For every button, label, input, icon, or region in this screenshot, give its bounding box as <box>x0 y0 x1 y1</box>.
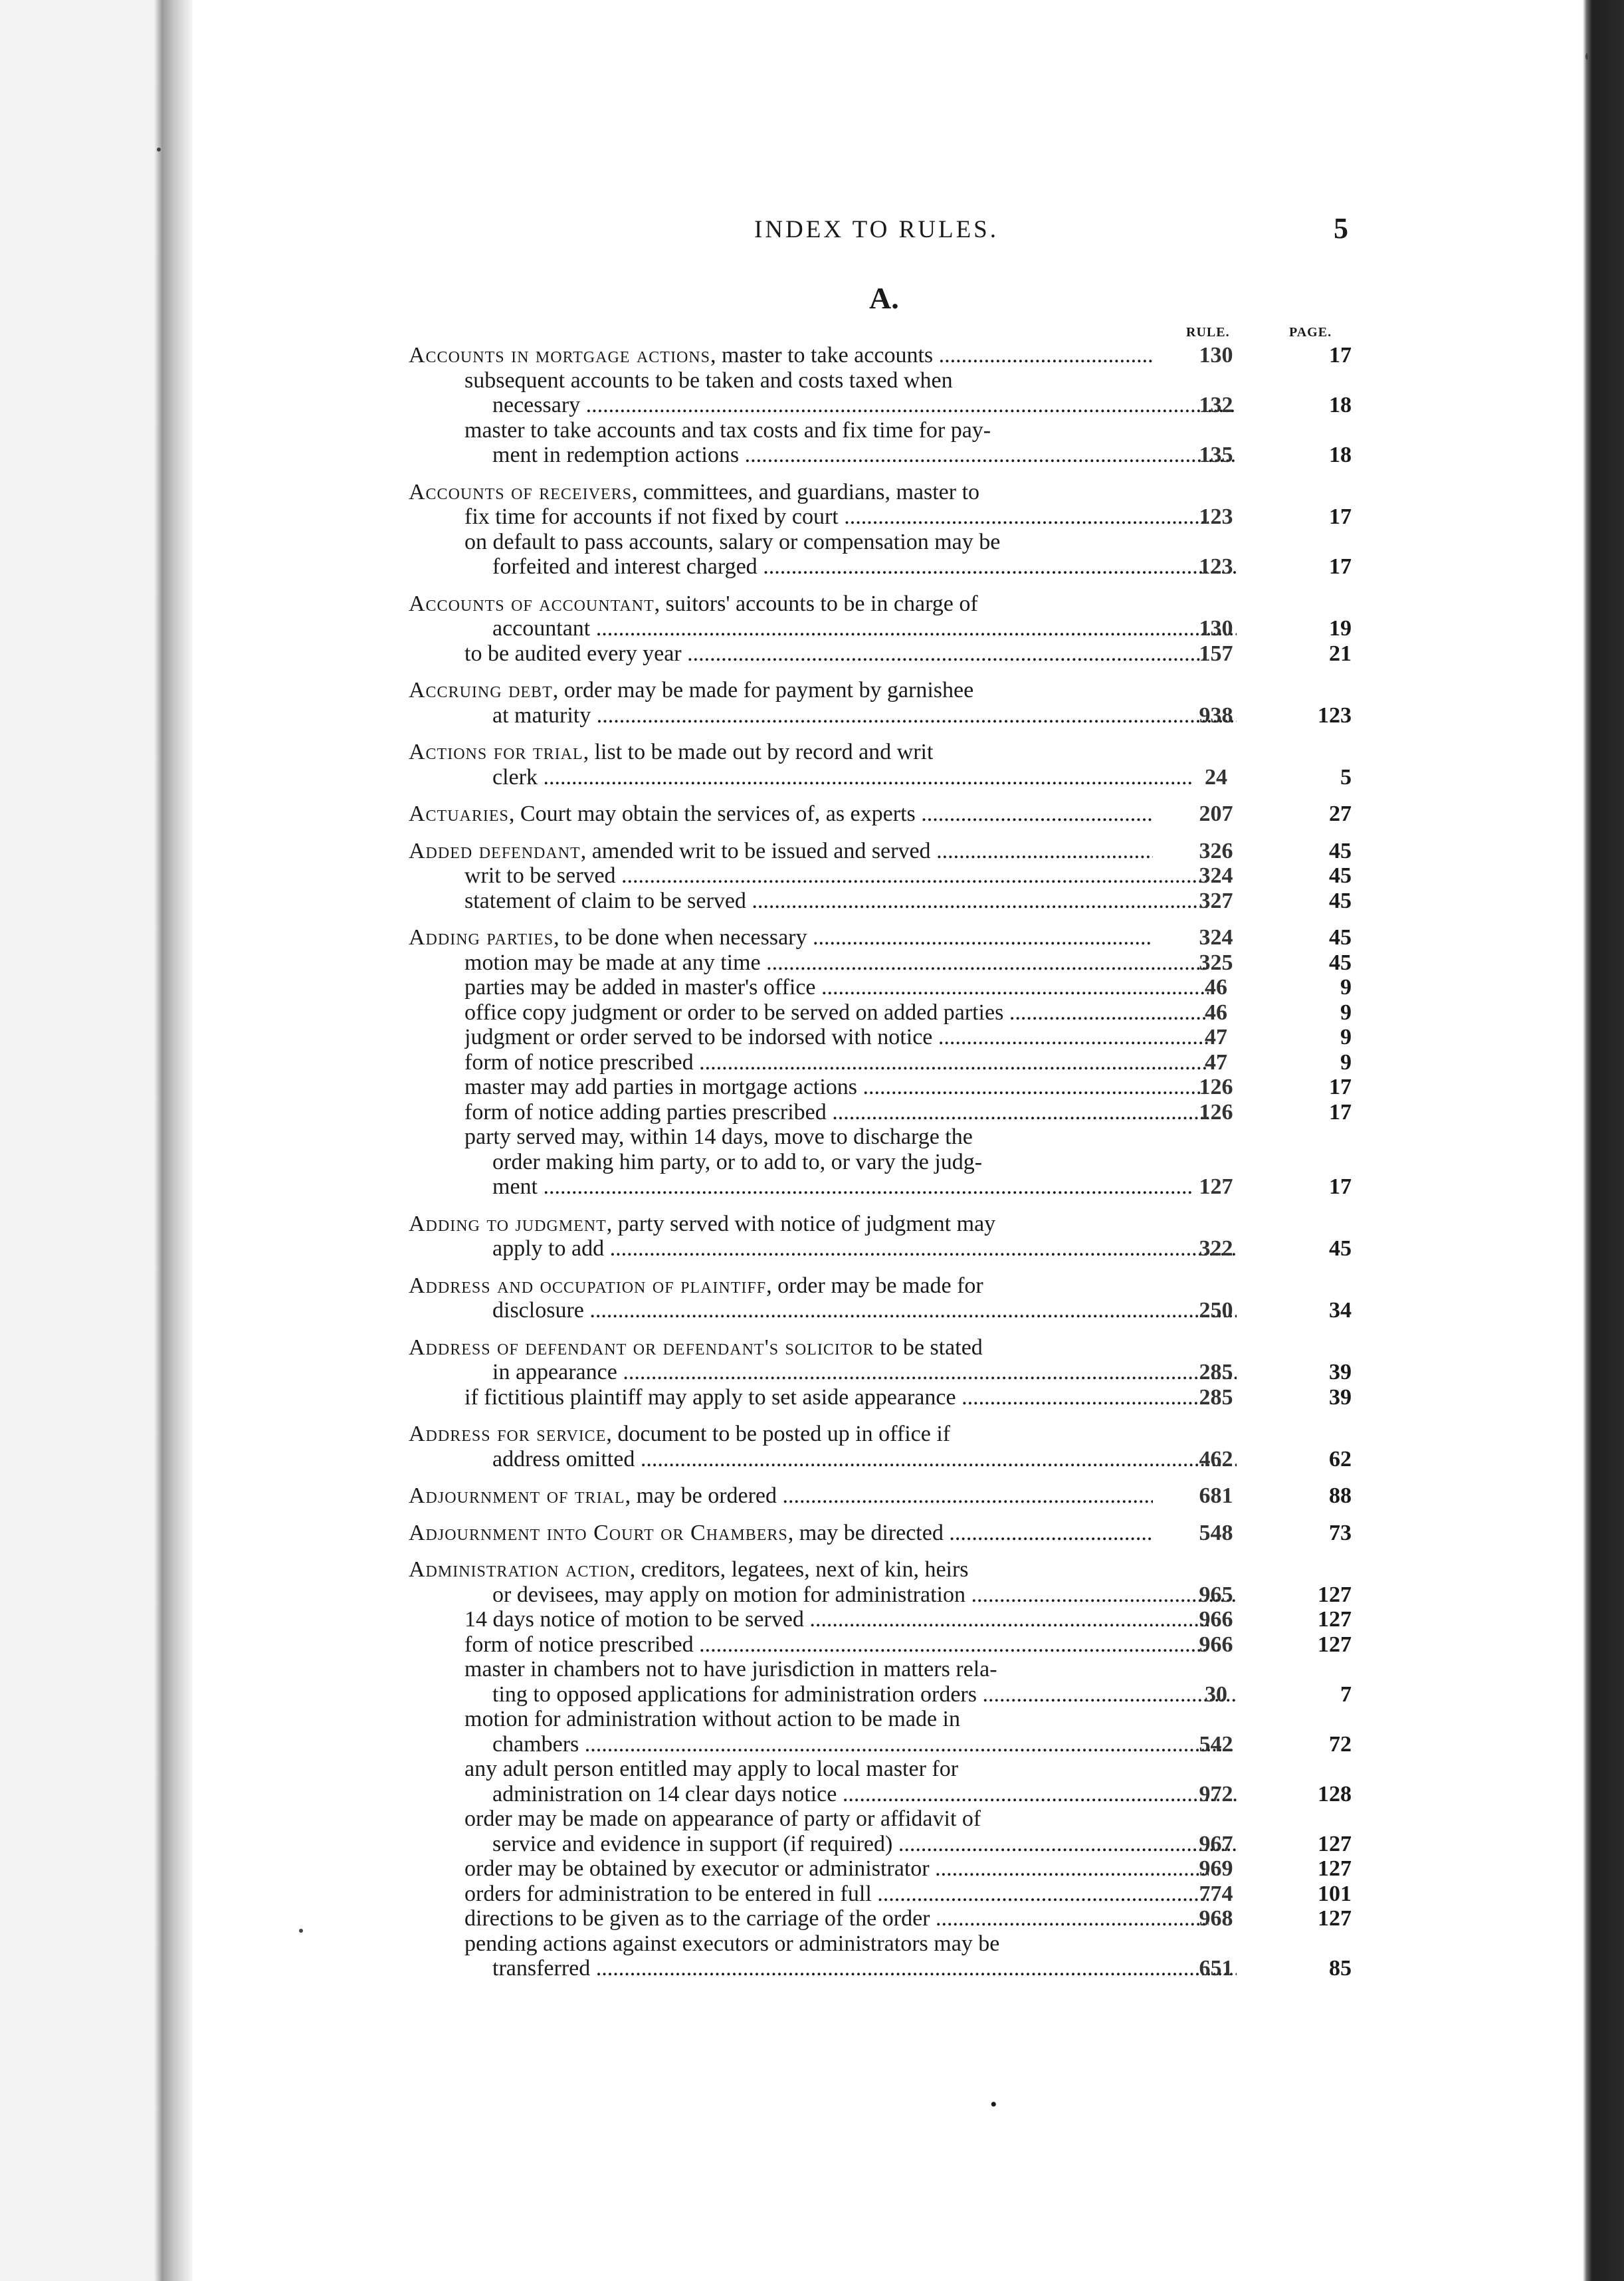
index-entry <box>409 1557 1360 1981</box>
index-line <box>409 1125 1360 1150</box>
page-reference: 45 <box>1329 925 1352 950</box>
index-heading-term: Address and occupation of plaintiff <box>409 1273 767 1298</box>
index-subentry-text: motion may be made at any time ..... <box>464 950 1209 976</box>
page-reference: 123 <box>1318 703 1352 728</box>
index-line <box>409 703 1360 728</box>
index-line <box>409 616 1360 641</box>
page-reference: 17 <box>1329 554 1352 579</box>
index-subentry-text: order may be obtained by executor or administrator ..... <box>464 1856 1209 1882</box>
index-subentry-text: ment ..... <box>492 1174 1193 1200</box>
index-line <box>409 1025 1360 1050</box>
scan-speck <box>1585 53 1588 60</box>
page-reference: 45 <box>1329 863 1352 888</box>
index-line <box>409 1075 1360 1100</box>
index-subentry-text: necessary ..... <box>492 393 1235 418</box>
rule-number: 462 <box>1199 1446 1233 1471</box>
index-line <box>409 1607 1360 1632</box>
page-reference: 62 <box>1329 1446 1352 1471</box>
index-subentry-text: judgment or order served to be indorsed with notice ..... <box>464 1025 1209 1050</box>
index-heading-term: Adding to judgment <box>409 1211 607 1236</box>
page-reference: 73 <box>1329 1520 1352 1545</box>
footer-mark: • <box>990 2094 997 2116</box>
page-reference: 45 <box>1329 950 1352 975</box>
index-subentry-text: master to take accounts and tax costs and fix time for pay- <box>464 417 991 443</box>
index-line <box>409 1707 1360 1732</box>
index-heading-line: Actuaries, Court may obtain the services of, as experts ..... <box>409 802 1153 827</box>
page-reference: 128 <box>1318 1781 1352 1806</box>
rule-number: 774 <box>1199 1881 1233 1906</box>
index-line <box>409 975 1360 1000</box>
rule-number: 972 <box>1199 1781 1233 1806</box>
rule-number: 285 <box>1199 1360 1233 1384</box>
rule-number: 285 <box>1199 1384 1233 1410</box>
index-heading-line: Address of defendant or defendant's solicitor to be stated <box>409 1335 983 1360</box>
page-reference: 101 <box>1318 1881 1352 1906</box>
index-subentry-text: administration on 14 clear days notice ..... <box>492 1782 1237 1807</box>
rule-number: 966 <box>1199 1632 1233 1657</box>
page-reference: 17 <box>1329 1075 1352 1099</box>
index-subentry-text: or devisees, may apply on motion for administration ..... <box>492 1582 1237 1608</box>
index-line <box>409 504 1360 530</box>
index-line <box>409 1956 1360 1981</box>
index-subentry-text: on default to pass accounts, salary or compensation may be <box>464 529 1001 554</box>
index-line <box>409 592 1360 617</box>
rule-number: 938 <box>1199 703 1233 728</box>
index-line <box>409 554 1360 580</box>
index-entry <box>409 740 1360 790</box>
index-subentry-text: to be audited every year ..... <box>464 641 1209 667</box>
index-heading-term: Adjournment of trial <box>409 1483 625 1508</box>
index-subentry-text: parties may be added in master's office ..... <box>464 975 1209 1000</box>
rule-number: 47 <box>1205 1025 1227 1049</box>
index-heading-line: Address and occupation of plaintiff, order may be made for <box>409 1273 983 1298</box>
index-heading-line: Adjournment into Court or Chambers, may be directed ..... <box>409 1521 1153 1546</box>
index-line <box>409 1832 1360 1857</box>
page-reference: 127 <box>1318 1632 1352 1657</box>
index-subentry-text: pending actions against executors or administrators may be <box>464 1931 1000 1956</box>
index-line <box>409 740 1360 765</box>
page-reference: 39 <box>1329 1384 1352 1410</box>
scan-dark-border <box>1571 0 1624 2281</box>
index-line <box>409 839 1360 864</box>
index-line <box>409 1100 1360 1125</box>
rule-number: 46 <box>1205 1000 1227 1025</box>
rule-column-header: RULE. <box>1186 325 1230 340</box>
index-subentry-text: in appearance ..... <box>492 1360 1237 1385</box>
index-line <box>409 1806 1360 1832</box>
rule-number: 126 <box>1199 1099 1233 1125</box>
index-line <box>409 1360 1360 1385</box>
index-line <box>409 1732 1360 1757</box>
rule-number: 324 <box>1199 863 1233 888</box>
index-subentry-text: fix time for accounts if not fixed by court ..... <box>464 504 1209 530</box>
rule-number: 130 <box>1199 343 1233 368</box>
index-line <box>409 1447 1360 1472</box>
page-reference: 9 <box>1340 1049 1352 1075</box>
rule-number: 123 <box>1199 504 1233 529</box>
rule-number: 24 <box>1205 764 1227 790</box>
page-reference: 127 <box>1318 1831 1352 1856</box>
rule-number: 325 <box>1199 950 1233 975</box>
page-reference: 17 <box>1329 1099 1352 1125</box>
index-heading-line: Adjournment of trial, may be ordered ..... <box>409 1483 1153 1509</box>
index-heading-line: Actions for trial, list to be made out by record and writ <box>409 740 934 764</box>
index-heading-term: Accounts of receivers <box>409 479 632 504</box>
index-heading-line: Accruing debt, order may be made for payment by garnishee <box>409 678 974 703</box>
index-heading-term: Address for service <box>409 1422 607 1446</box>
rule-number: 542 <box>1199 1731 1233 1757</box>
page-reference: 19 <box>1329 616 1352 641</box>
page-reference: 72 <box>1329 1731 1352 1757</box>
index-line <box>409 1236 1360 1261</box>
index-subentry-text: master in chambers not to have jurisdiction in matters rela- <box>464 1657 997 1682</box>
index-subentry-text: writ to be served ..... <box>464 863 1209 889</box>
index-line <box>409 1335 1360 1360</box>
index-subentry-text: clerk ..... <box>492 765 1193 790</box>
page-reference: 127 <box>1318 1906 1352 1931</box>
page-reference: 127 <box>1318 1607 1352 1632</box>
index-subentry-text: forfeited and interest charged ..... <box>492 554 1237 580</box>
index-line <box>409 1682 1360 1707</box>
rule-number: 324 <box>1199 925 1233 950</box>
rule-number: 130 <box>1199 616 1233 641</box>
rule-number: 30 <box>1205 1682 1227 1707</box>
page-reference: 39 <box>1329 1360 1352 1384</box>
index-subentry-text: orders for administration to be entered in full ..... <box>464 1882 1209 1907</box>
index-line <box>409 1582 1360 1608</box>
page-reference: 9 <box>1340 1025 1352 1049</box>
rule-number: 966 <box>1199 1607 1233 1632</box>
index-subentry-text: master may add parties in mortgage actions ..... <box>464 1075 1209 1100</box>
index-subentry-text: directions to be given as to the carriage of the order ..... <box>464 1906 1209 1931</box>
index-line <box>409 1050 1360 1075</box>
rule-number: 123 <box>1199 554 1233 579</box>
index-heading-line: Adding to judgment, party served with notice of judgment may <box>409 1211 996 1236</box>
index-heading-term: Adding parties <box>409 925 554 950</box>
index-entry <box>409 678 1360 728</box>
rule-number: 127 <box>1199 1174 1233 1199</box>
index-heading-line: Added defendant, amended writ to be issued and served ..... <box>409 839 1153 864</box>
index-subentry-text: form of notice prescribed ..... <box>464 1050 1209 1075</box>
page-reference: 34 <box>1329 1298 1352 1323</box>
index-line <box>409 802 1360 827</box>
index-line <box>409 530 1360 555</box>
rule-number: 548 <box>1199 1520 1233 1545</box>
index-subentry-text: form of notice adding parties prescribed ..... <box>464 1100 1209 1125</box>
page-reference: 9 <box>1340 1000 1352 1025</box>
index-line <box>409 1557 1360 1582</box>
page-reference: 127 <box>1318 1582 1352 1607</box>
index-subentry-text: address omitted ..... <box>492 1447 1237 1472</box>
index-entry <box>409 1335 1360 1410</box>
index-line <box>409 1483 1360 1509</box>
index-subentry-text: motion for administration without action to be made in <box>464 1707 960 1731</box>
index-subentry-text: 14 days notice of motion to be served ..... <box>464 1607 1209 1632</box>
rule-number: 968 <box>1199 1906 1233 1931</box>
index-heading-term: Address of defendant or defendant's solicitor <box>409 1335 874 1360</box>
index-line <box>409 950 1360 976</box>
index-subentry-text: any adult person entitled may apply to local master for <box>464 1757 959 1781</box>
index-line <box>409 1273 1360 1299</box>
index-line <box>409 480 1360 505</box>
index-heading-term: Actuaries <box>409 802 509 826</box>
index-subentry-text: order making him party, or to add to, or vary the judg- <box>492 1149 983 1174</box>
index-subentry-text: disclosure ..... <box>492 1298 1237 1323</box>
scan-speck <box>157 148 161 152</box>
index-line <box>409 1931 1360 1957</box>
index-line <box>409 889 1360 914</box>
page-reference: 27 <box>1329 802 1352 826</box>
index-line <box>409 641 1360 667</box>
index-entry <box>409 1273 1360 1323</box>
index-line <box>409 925 1360 950</box>
index-line <box>409 1150 1360 1175</box>
index-entry <box>409 343 1360 468</box>
rule-number: 967 <box>1199 1831 1233 1856</box>
index-heading-term: Administration action <box>409 1557 630 1582</box>
index-line <box>409 1657 1360 1682</box>
running-head: INDEX TO RULES. <box>754 216 999 243</box>
index-subentry-text: statement of claim to be served ..... <box>464 889 1209 914</box>
index-heading-term: Actions for trial <box>409 740 583 764</box>
rule-number: 157 <box>1199 641 1233 666</box>
index-heading-term: Accounts in mortgage actions <box>409 343 710 368</box>
index-heading-term: Adjournment into Court or Chambers <box>409 1520 788 1545</box>
index-line <box>409 765 1360 790</box>
index-entry <box>409 1483 1360 1509</box>
page-reference: 45 <box>1329 888 1352 913</box>
index-entry <box>409 480 1360 580</box>
index-subentry-text: ment in redemption actions ..... <box>492 443 1237 468</box>
page-reference: 17 <box>1329 343 1352 368</box>
index-heading-line: Address for service, document to be posted up in office if <box>409 1422 951 1446</box>
index-subentry-text: ting to opposed applications for administration orders ..... <box>492 1682 1237 1707</box>
index-subentry-text: subsequent accounts to be taken and costs taxed when <box>464 368 953 393</box>
rule-number: 250 <box>1199 1298 1233 1323</box>
rule-number: 46 <box>1205 975 1227 1000</box>
index-subentry-text: party served may, within 14 days, move to discharge the <box>464 1125 973 1149</box>
index-line <box>409 368 1360 393</box>
page-reference: 9 <box>1340 975 1352 1000</box>
index-line <box>409 1000 1360 1026</box>
index-subentry-text: at maturity ..... <box>492 703 1237 728</box>
page-column-header: PAGE. <box>1289 325 1332 340</box>
index-line <box>409 1906 1360 1931</box>
index-entry <box>409 802 1360 827</box>
index-entry <box>409 839 1360 914</box>
page-reference: 17 <box>1329 1174 1352 1199</box>
index-line <box>409 1882 1360 1907</box>
index-line <box>409 863 1360 889</box>
index-entry <box>409 592 1360 667</box>
page-reference: 21 <box>1329 641 1352 666</box>
rule-number: 969 <box>1199 1856 1233 1881</box>
index-line <box>409 1632 1360 1658</box>
index-heading-line: Accounts of receivers, committees, and guardians, master to <box>409 479 980 504</box>
rule-number: 327 <box>1199 888 1233 913</box>
rule-number: 132 <box>1199 393 1233 417</box>
index-line <box>409 1298 1360 1323</box>
page-reference: 7 <box>1340 1682 1352 1707</box>
index-subentry-text: transferred ..... <box>492 1956 1237 1981</box>
index-line <box>409 1212 1360 1237</box>
index-line <box>409 443 1360 468</box>
index-line <box>409 418 1360 443</box>
index-heading-line: Adding parties, to be done when necessary ..... <box>409 925 1153 950</box>
index-subentry-text: apply to add ..... <box>492 1236 1237 1261</box>
index-heading-line: Accounts in mortgage actions, master to take accounts ..... <box>409 343 1153 368</box>
rule-number: 681 <box>1199 1483 1233 1508</box>
index-subentry-text: form of notice prescribed ..... <box>464 1632 1209 1658</box>
page-reference: 45 <box>1329 838 1352 863</box>
rule-number: 135 <box>1199 443 1233 467</box>
index-heading-term: Accruing debt <box>409 678 553 703</box>
index-entry <box>409 1521 1360 1546</box>
scan-speck <box>299 1929 303 1933</box>
index-entries <box>409 343 1360 1993</box>
index-line <box>409 1174 1360 1200</box>
index-line <box>409 678 1360 703</box>
page-reference: 5 <box>1340 764 1352 790</box>
page-reference: 18 <box>1329 443 1352 467</box>
rule-number: 47 <box>1205 1049 1227 1075</box>
index-heading-line: Administration action, creditors, legatees, next of kin, heirs <box>409 1557 969 1582</box>
rule-number: 126 <box>1199 1075 1233 1099</box>
rule-number: 207 <box>1199 802 1233 826</box>
section-letter: A. <box>869 281 899 315</box>
index-line <box>409 1856 1360 1882</box>
page-reference: 45 <box>1329 1236 1352 1261</box>
index-line <box>409 1521 1360 1546</box>
index-subentry-text: accountant ..... <box>492 616 1237 641</box>
index-subentry-text: office copy judgment or order to be served on added parties ..... <box>464 1000 1209 1026</box>
index-line <box>409 393 1360 418</box>
index-heading-line: Accounts of accountant, suitors' accounts to be in charge of <box>409 591 978 616</box>
rule-number: 326 <box>1199 838 1233 863</box>
index-subentry-text: service and evidence in support (if required) ..... <box>492 1832 1237 1857</box>
index-entry <box>409 1212 1360 1261</box>
index-entry <box>409 925 1360 1200</box>
scan-binding-shadow <box>0 0 193 2281</box>
page-reference: 85 <box>1329 1956 1352 1981</box>
index-subentry-text: if fictitious plaintiff may apply to set aside appearance ..... <box>464 1385 1209 1410</box>
index-line <box>409 1757 1360 1782</box>
rule-number: 965 <box>1199 1582 1233 1607</box>
index-line <box>409 343 1360 368</box>
page-reference: 18 <box>1329 393 1352 417</box>
index-line <box>409 1385 1360 1410</box>
index-subentry-text: chambers ..... <box>492 1732 1234 1757</box>
page-number: 5 <box>1334 212 1348 245</box>
page-reference: 88 <box>1329 1483 1352 1508</box>
index-line <box>409 1782 1360 1807</box>
index-heading-term: Added defendant <box>409 838 581 863</box>
rule-number: 651 <box>1199 1956 1233 1981</box>
page-reference: 127 <box>1318 1856 1352 1881</box>
rule-number: 322 <box>1199 1236 1233 1261</box>
index-line <box>409 1422 1360 1447</box>
index-subentry-text: order may be made on appearance of party or affidavit of <box>464 1806 981 1831</box>
page-reference: 17 <box>1329 504 1352 529</box>
index-heading-term: Accounts of accountant <box>409 591 655 616</box>
index-entry <box>409 1422 1360 1471</box>
